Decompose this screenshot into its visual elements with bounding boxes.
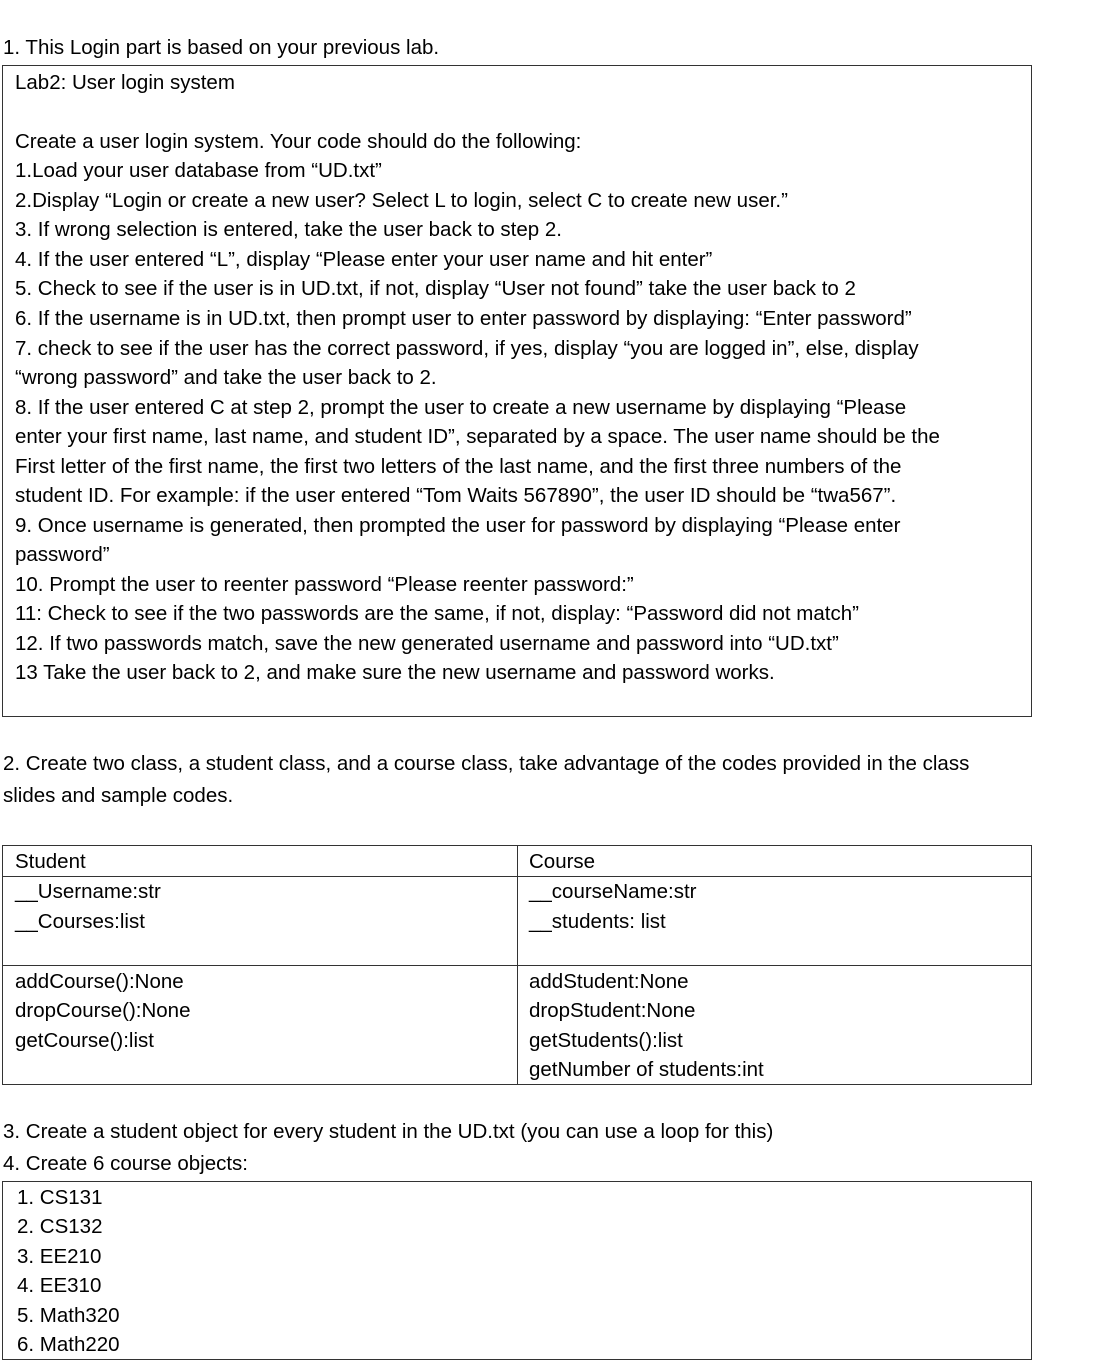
box-line: “wrong password” and take the user back to 2. <box>15 366 437 389</box>
course-list-item: 5. Math320 <box>17 1304 120 1327</box>
class-table <box>2 845 1032 1085</box>
course-method: getStudents():list <box>529 1029 683 1052</box>
box-line: First letter of the first name, the first two letters of the last name, and the first three numbers of the <box>15 455 902 478</box>
box-line: 4. If the user entered “L”, display “Please enter your user name and hit enter” <box>15 248 713 271</box>
student-method: dropCourse():None <box>15 999 191 1022</box>
box-line: 3. If wrong selection is entered, take the user back to step 2. <box>15 218 562 241</box>
box-line: 1.Load your user database from “UD.txt” <box>15 159 382 182</box>
box-line: 11: Check to see if the two passwords are the same, if not, display: “Password did not match” <box>15 602 859 625</box>
course-list-item: 4. EE310 <box>17 1274 102 1297</box>
course-list-item: 6. Math220 <box>17 1333 120 1356</box>
course-class-title: Course <box>529 850 596 873</box>
methods-divider <box>3 965 1031 966</box>
course-method: addStudent:None <box>529 970 689 993</box>
box-line: 6. If the username is in UD.txt, then prompt user to enter password by displaying: “Enter password” <box>15 307 912 330</box>
course-list-item: 1. CS131 <box>17 1186 103 1209</box>
box-line: Create a user login system. Your code should do the following: <box>15 130 582 153</box>
course-list-box <box>2 1181 1032 1360</box>
box-line: 10. Prompt the user to reenter password “Please reenter password:” <box>15 573 634 596</box>
student-attribute: __Username:str <box>15 880 161 903</box>
course-method: dropStudent:None <box>529 999 696 1022</box>
section-4-heading: 4. Create 6 course objects: <box>3 1152 248 1175</box>
box-line: 7. check to see if the user has the correct password, if yes, display “you are logged in”, else, display <box>15 337 919 360</box>
student-method: getCourse():list <box>15 1029 154 1052</box>
course-list-item: 2. CS132 <box>17 1215 103 1238</box>
course-method: getNumber of students:int <box>529 1058 764 1081</box>
section-1-heading: 1. This Login part is based on your previous lab. <box>3 36 440 59</box>
box-line: student ID. For example: if the user entered “Tom Waits 567890”, the user ID should be “twa567”. <box>15 484 897 507</box>
course-attribute: __students: list <box>529 910 666 933</box>
box-line: password” <box>15 543 110 566</box>
student-method: addCourse():None <box>15 970 184 993</box>
student-class-title: Student <box>15 850 86 873</box>
box-line: 5. Check to see if the user is in UD.txt, if not, display “User not found” take the user back to 2 <box>15 277 856 300</box>
course-attribute: __courseName:str <box>529 880 697 903</box>
box-line: 13 Take the user back to 2, and make sure the new username and password works. <box>15 661 775 684</box>
box-line: 8. If the user entered C at step 2, prompt the user to create a new username by displaying “Please <box>15 396 907 419</box>
lab2-instructions-box <box>2 65 1032 717</box>
box-line: Lab2: User login system <box>15 71 235 94</box>
box-line: enter your first name, last name, and student ID”, separated by a space. The user name should be the <box>15 425 940 448</box>
section-2-heading-line-2: slides and sample codes. <box>3 784 234 807</box>
box-line: 9. Once username is generated, then prompted the user for password by displaying “Please enter <box>15 514 901 537</box>
section-2-heading-line-1: 2. Create two class, a student class, and a course class, take advantage of the codes provided in the class <box>3 752 970 775</box>
course-list-item: 3. EE210 <box>17 1245 102 1268</box>
section-3-text: 3. Create a student object for every student in the UD.txt (you can use a loop for this) <box>3 1120 774 1143</box>
title-divider <box>3 876 1031 877</box>
box-line: 12. If two passwords match, save the new generated username and password into “UD.txt” <box>15 632 839 655</box>
student-attribute: __Courses:list <box>15 910 145 933</box>
box-line: 2.Display “Login or create a new user? Select L to login, select C to create new user.” <box>15 189 788 212</box>
